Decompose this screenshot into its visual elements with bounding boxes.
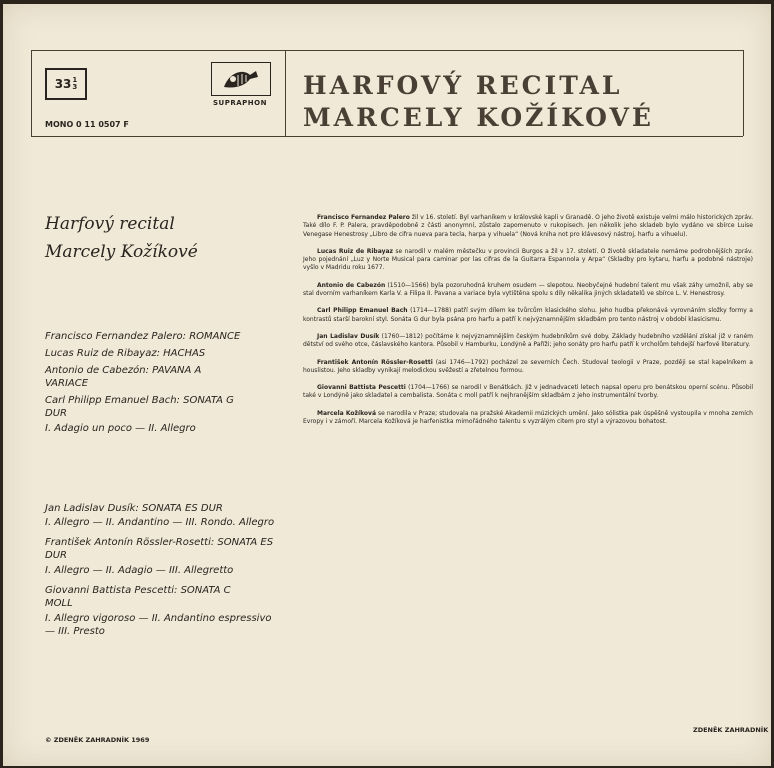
note-lead: František Antonín Rössler-Rosetti — [317, 358, 433, 366]
subtitle-line-1: Harfový recital — [45, 214, 175, 234]
note-lead: Carl Philipp Emanuel Bach — [317, 307, 408, 315]
note-paragraph — [303, 282, 753, 299]
note-text: (1714—1788) patří svým dílem ke tvůrcům klasického slohu. Jeho hudba překonává vyrovnáním složky formy a kontrastů starší barokní styl. Sonáta G dur byla psána pro harfu a patří k nejvýznamnějším skladbám pro tento nástroj v období klasicismu. — [303, 307, 753, 323]
note-lead: Giovanni Battista Pescetti — [317, 384, 406, 392]
note-lead: Antonio de Cabezón — [317, 281, 386, 289]
track-2: Lucas Ruiz de Ribayaz: HACHAS — [45, 348, 206, 359]
note-lead: Francisco Fernandez Palero — [317, 214, 410, 221]
note-paragraph — [303, 359, 753, 376]
note-paragraph — [303, 248, 753, 273]
track-6: František Antonín Rössler-Rosetti: SONATA ES DUR — [45, 537, 274, 561]
right-frame-line — [743, 50, 744, 136]
track-4: Carl Philipp Emanuel Bach: SONATA G DUR — [45, 395, 234, 419]
track-5: Jan Ladislav Dusík: SONATA ES DUR — [45, 503, 223, 514]
header-bottom-rule — [31, 136, 743, 137]
record-sleeve — [3, 4, 771, 766]
note-lead: Marcela Kožíková — [317, 409, 377, 417]
notes-author: ZDENĚK ZAHRADNÍK — [693, 726, 769, 734]
note-paragraph — [303, 214, 753, 239]
track-7-movements: I. Allegro vigoroso — II. Andantino espressivo — III. Presto — [45, 613, 272, 637]
note-text: (1510—1566) byla pozoruhodná kruhem osudem — slepotou. Neobyčejné hudební talent mu však záhy umožnil, aby se stal dvorním varhaníkem Karla V. a Filipa II. Pavana a variace byla vytištěna spolu s díly někalika jiných skladatelů ve sbírce L. V. Henestrosy. — [303, 281, 753, 298]
note-text: se narodil v malém městečku v provincii Burgos a žil v 17. století. O životě skladatele nemáme podrobnějších zpráv. Jeho pojednání „Luz y Norte Musical para caminar por las cifras de la Guitarra Espannola y Arpa“ (Skladby pro kytaru, harfu a podobné nástroje) vyšlo v Madridu roku 1677. — [303, 247, 753, 272]
speed-fraction-den: 3 — [72, 83, 78, 91]
track-7: Giovanni Battista Pescetti: SONATA C MOLL — [45, 585, 231, 609]
track-3: Antonio de Cabezón: PAVANA A VARIACE — [45, 365, 202, 389]
note-text: (asi 1746—1792) pocházel ze severních Čech. Studoval teologii v Praze, později se stal kapelníkem a houslistou. Jeho skladby vynikají melodickou svěžestí a zřetelnou formou. — [303, 358, 753, 374]
note-paragraph — [303, 384, 753, 401]
supraphon-logo — [211, 62, 269, 108]
track-4-movements: I. Adagio un poco — II. Allegro — [45, 423, 196, 434]
note-text: se narodila v Praze; studovala na pražské Akademii múzických umění. Jako sólistka pak úspěšně vystoupila v mnoha zemích Evropy i v zámoří. Marcela Kožíková je harfenistka mimořádného talentu s vyzrálým citem pro styl a výrazovou bohatost. — [303, 409, 753, 426]
left-frame-line — [31, 50, 32, 136]
title-line-1: HARFOVÝ RECITAL — [303, 71, 623, 100]
catalog-number: MONO 0 11 0507 F — [45, 120, 129, 129]
note-text: (1704—1766) se narodil v Benátkách. Již v jednadvaceti letech napsal operu pro benátskou operní scénu. Působil také v Londýně jako skladatel a cembalista. Sonáta c moll patří k nejhranějším skladbám z jeho instrumentální tvorby. — [303, 384, 753, 400]
note-paragraph — [303, 333, 753, 350]
note-lead: Lucas Ruiz de Ribayaz — [317, 247, 394, 255]
note-text: (1760—1812) počítáme k nejvýznamnějším českým hudebníkům své doby. Základy hudebního vzdělání získal již v raném dětství od svého otce, čáslavského kantora. Působil v Hamburku, Londýně a Paříži; jeho sonáty pro harfu patří k vrcholům tehdejší harfové literatury. — [303, 332, 753, 349]
top-rule — [31, 50, 743, 51]
speed-fraction-num: 1 — [72, 76, 78, 84]
track-1: Francisco Fernandez Palero: ROMANCE — [45, 331, 241, 342]
note-text: žil v 16. století. Byl varhaníkem v královské kapli v Granadě. O jeho životě existuje velmi málo historických zpráv. Také dílo F. P. Palera, pravděpodobně z části anonymní, zůstalo zapomenuto v rukopisech. Jen několik jeho skladeb bylo vydáno ve sbírce Luise Venegase Henestrosy „Libro de cifra nueva para tecla, harpa y vihuela“ (Nová kniha not pro klávesový nástroj, harfu a vihuelu). — [303, 214, 753, 238]
liner-notes — [303, 214, 753, 435]
speed-badge — [45, 68, 87, 100]
harp-player-logo-icon — [220, 67, 262, 91]
note-paragraph — [303, 307, 753, 324]
track-5-movements: I. Allegro — II. Andantino — III. Rondo. Allegro — [45, 517, 275, 528]
label-name: SUPRAPHON — [213, 99, 267, 107]
note-paragraph — [303, 410, 753, 427]
album-title — [303, 70, 654, 134]
speed-main: 33 — [54, 77, 72, 91]
title-line-2: MARCELY KOŽÍKOVÉ — [303, 103, 654, 132]
track-6-movements: I. Allegro — II. Adagio — III. Allegretto — [45, 565, 234, 576]
note-lead: Jan Ladislav Dusík — [317, 332, 380, 340]
copyright-notice: © ZDENĚK ZAHRADNÍK 1969 — [45, 736, 150, 744]
header-divider-line — [285, 50, 286, 136]
subtitle-line-2: Marcely Kožíkové — [45, 242, 198, 262]
